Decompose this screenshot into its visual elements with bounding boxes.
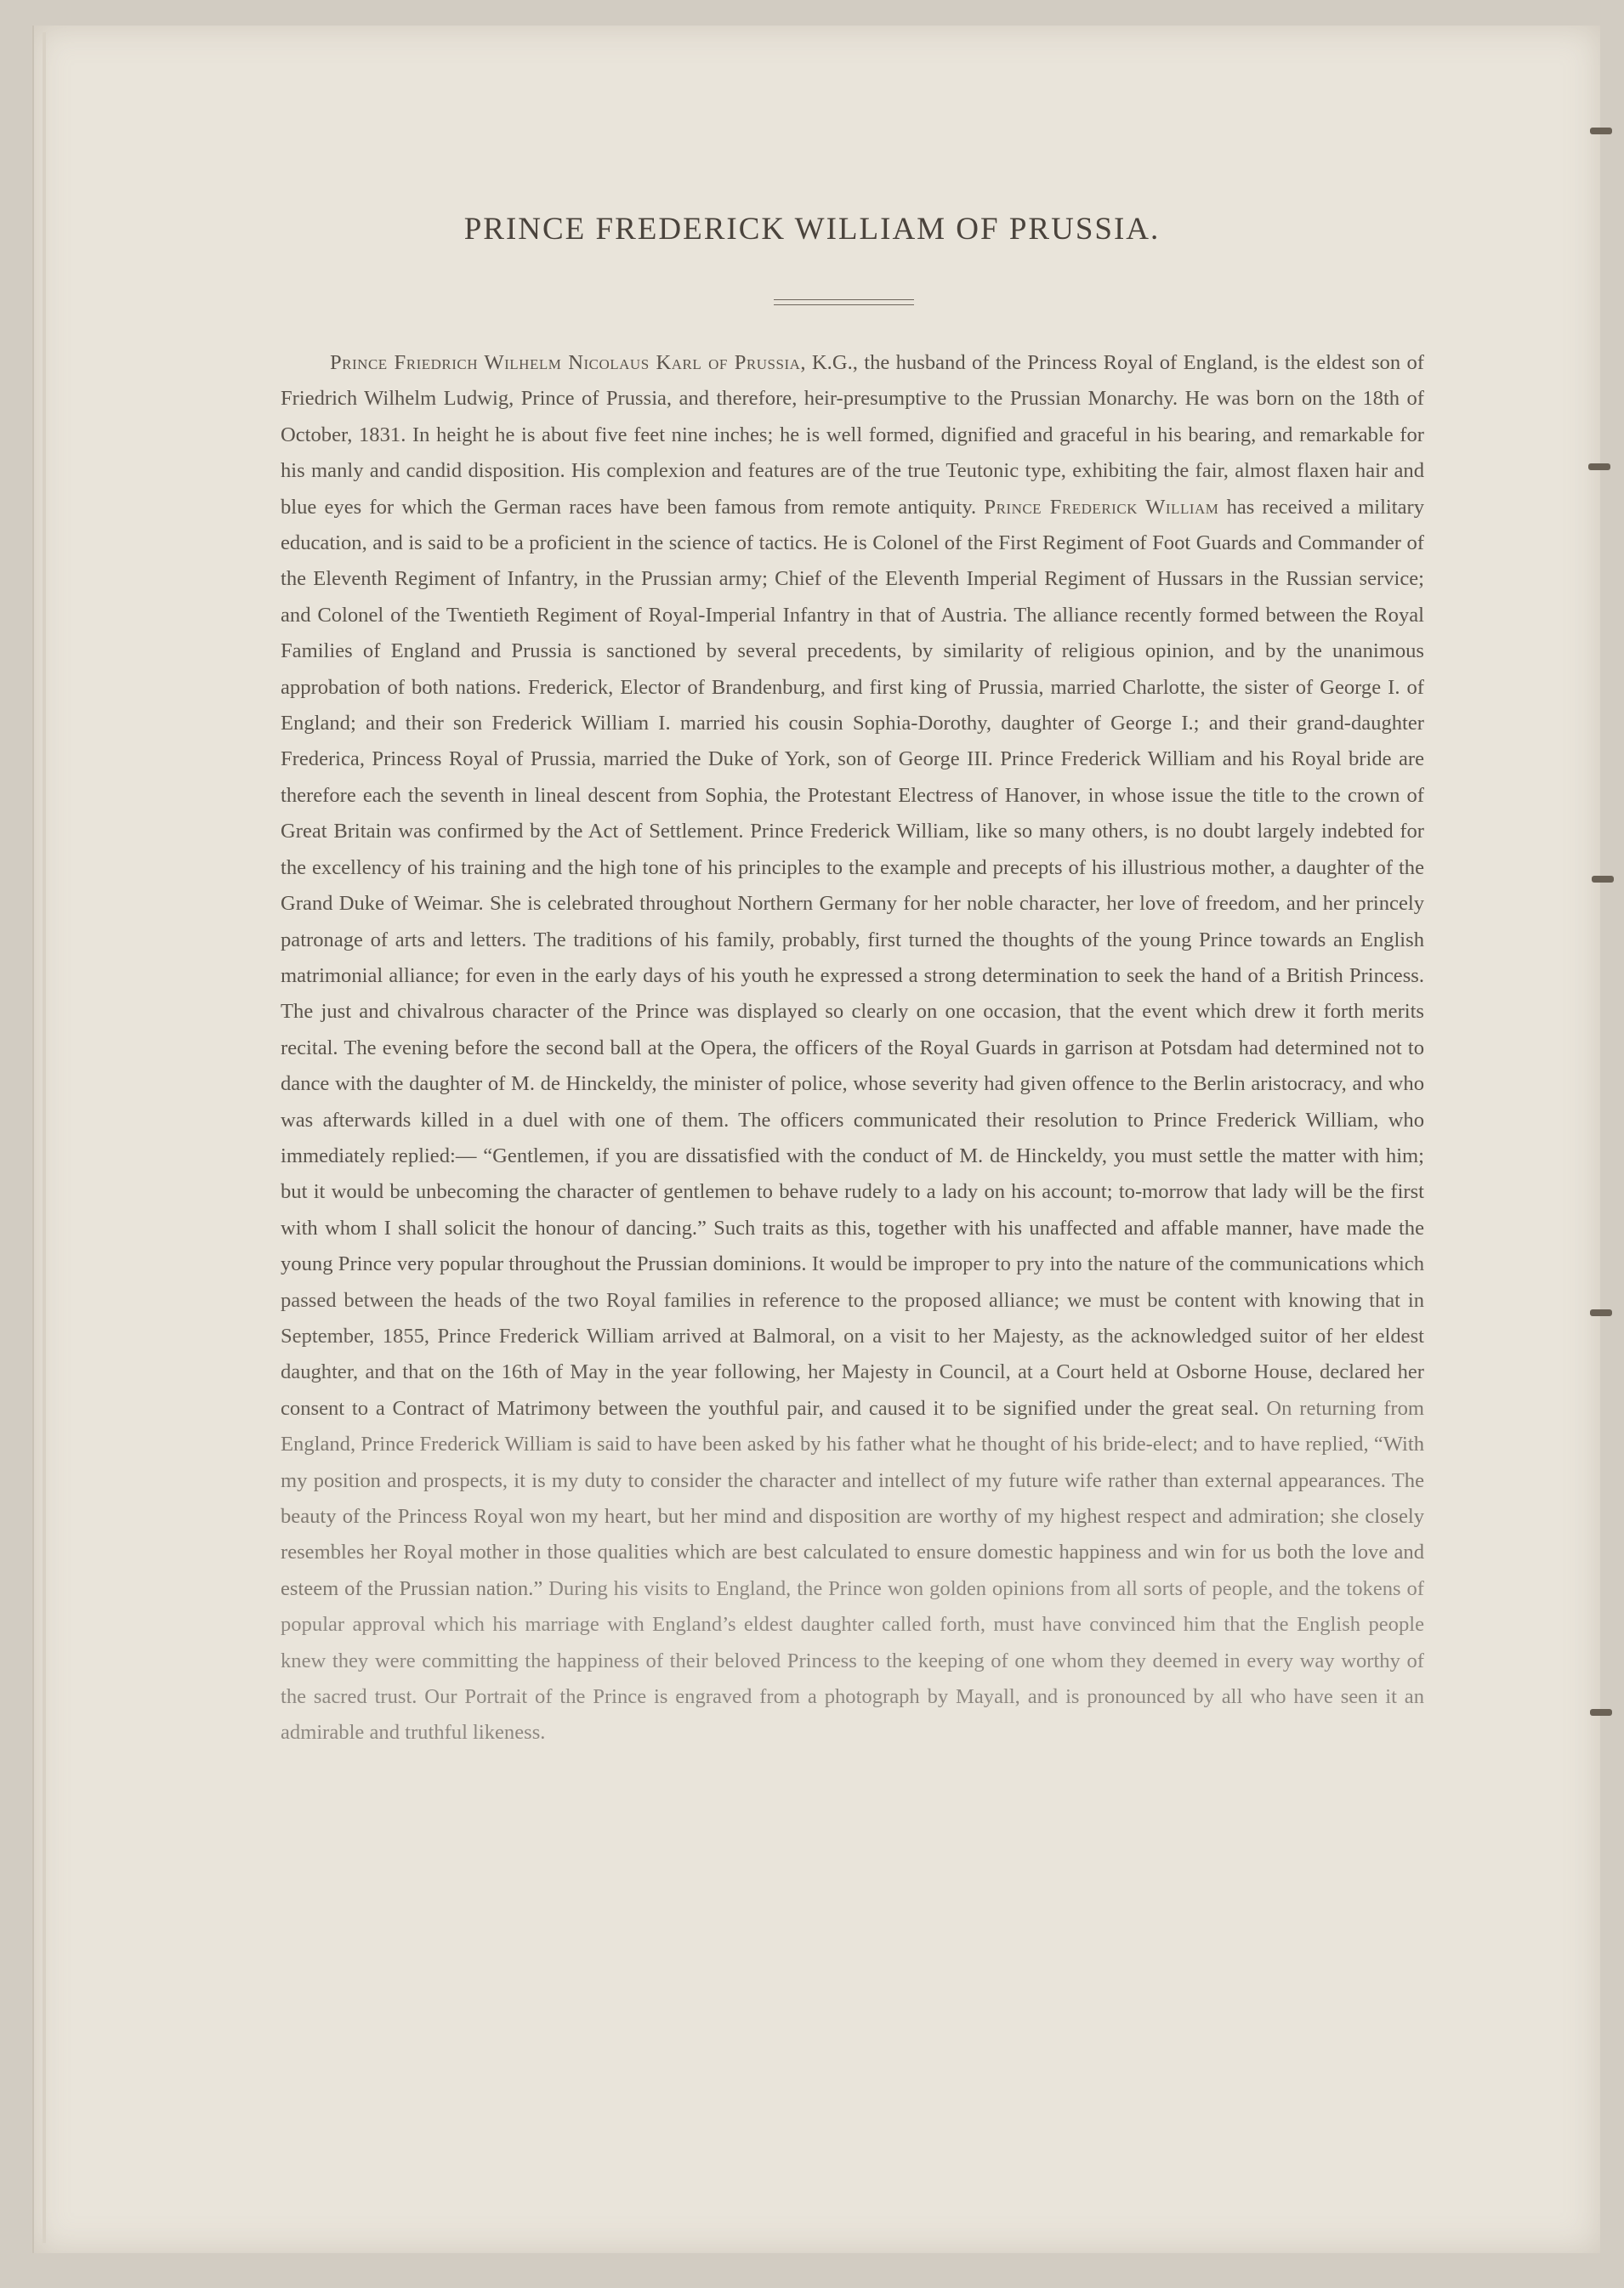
body-text-segment: During his visits to England, the Prince won golden opinions from all sorts of people, and the tokens of popular approval which his marriage with England’s eldest daughter called forth, must have convinced him that the English people knew they were committing the happiness of their beloved Princess to the keeping of one whom they deemed in every way worthy of the sacred trust. Our Portrait of the Prince is engraved from a photograph by Mayall, and is pronounced by all who have seen it an admirable and truthful likeness. <box>281 1576 1424 1745</box>
binding-stitch-mark <box>1588 463 1610 470</box>
body-text-segment: has received a military education, and is said to be a proficient in the science of tactics. He is Colonel of the First Regiment of Foot Guards and Commander of the Eleventh Regiment of Infantry, in the Prussian army; Chief of the Eleventh Imperial Regiment of Hussars in the Russian service; and Colonel of the Twentieth Regiment of Royal-Imperial Infantry in that of Austria. The alliance recently formed between the Royal Families of England and Prussia is sanctioned by several precedents, by similarity of religious opinion, and by the unanimous approbation of both nations. Frederick, Elector of Brandenburg, and first king of Prussia, married Charlotte, the sister of George I. of England; and their son Frederick William I. married his cousin Sophia-Dorothy, daughter of George I.; and their grand-daughter Frederica, Princess Royal of Prussia, married the Duke of York, son of George III. Prince Frederick William and his Royal bride are therefore each the seventh in lineal descent from Sophia, the Protestant Electress of Hanover, in whose issue the title to the crown of Great Britain was confirmed by the Act of Settlement. Prince Frederick William, like so many others, is no doubt largely indebted for the excellency of his training and the high tone of his principles to the example and precepts of his illustrious mother, a daughter of the Grand Duke of Weimar. She is celebrated throughout Northern Germany for her noble character, her love of freedom, and her princely patronage of arts and letters. The traditions of his family, probably, first turned the thoughts of the young Prince towards an English matrimonial alliance; for even in the early days of his youth he expressed a strong determination to seek the hand of a British Princess. The just and chivalrous character of the Prince was displayed so clearly on one occasion, that the event which drew it forth merits recital. The evening before the second ball at the Opera, the officers of the Royal Guards in garrison at Potsdam had determined not to dance with the daughter of M. de Hinckeldy, the minister of police, whose severity had given offence to the Berlin aristocracy, and who was afterwards killed in a duel with one of them. The officers communicated their resolution to Prince Frederick William, who immediately replied:— “Gentlemen, if you are dissatisfied with the conduct of M. de Hinckeldy, you must settle the matter with him; but it would be unbecoming the character of gentlemen to behave rudely to a lady on his account; to-morrow that lady will be the first with whom I shall solicit the honour of dancing.” Such traits as this, together with his unaffected and affable manner, have made the young Prince very popular throughout the Prussian dominions. <box>281 495 1424 1276</box>
binding-stitch-mark <box>1590 128 1612 134</box>
title-divider-rule <box>774 299 914 305</box>
body-text-segment: , K.G., the husband of the Princess Royal of England, is the eldest son of Friedrich Wilhelm Ludwig, Prince of Prussia, and therefore, heir-presumptive to the Prussian Monarchy. He was born on the 18th of October, 1831. In height he is about five feet nine inches; he is well formed, dignified and graceful in his bearing, and remarkable for his manly and candid disposition. His complexion and features are of the true Teutonic type, exhibiting the fair, almost flaxen hair and blue eyes for which the German races have been famous from remote antiquity. <box>281 351 1424 519</box>
binding-stitch-mark <box>1592 876 1614 883</box>
body-text-segment: It would be improper to pry into the nature of the communications which passed between the heads of the two Royal families in reference to the proposed alliance; we must be content with knowing that in September, 1855, Prince Frederick William arrived at Balmoral, on a visit to her Majesty, as the acknowledged suitor of her eldest daughter, and that on the 16th of May in the year following, her Majesty in Council, at a Court held at Osborne House, declared her consent to a Contract of Matrimony between the youthful pair, and caused it to be signified under the great seal. <box>281 1252 1424 1420</box>
binding-stitch-mark <box>1590 1709 1612 1716</box>
article-body <box>281 345 1424 1751</box>
name-small-caps: Prince Frederick William <box>984 495 1219 519</box>
binding-stitch-mark <box>1590 1309 1612 1316</box>
left-page-edge <box>43 32 46 2243</box>
body-text-segment: On returning from England, Prince Frederick William is said to have been asked by his father what he thought of his bride-elect; and to have replied, “With my position and prospects, it is my duty to consider the character and intellect of my future wife rather than external appearances. The beauty of the Princess Royal won my heart, but her mind and disposition are worthy of my highest respect and admiration; she closely resembles her Royal mother in those qualities which are best calculated to ensure domestic happiness and win for us both the love and esteem of the Prussian nation.” <box>281 1396 1424 1600</box>
lead-name-small-caps: Prince Friedrich Wilhelm Nicolaus Karl of Prussia <box>330 351 801 374</box>
article-title: PRINCE FREDERICK WILLIAM OF PRUSSIA. <box>463 212 1161 247</box>
